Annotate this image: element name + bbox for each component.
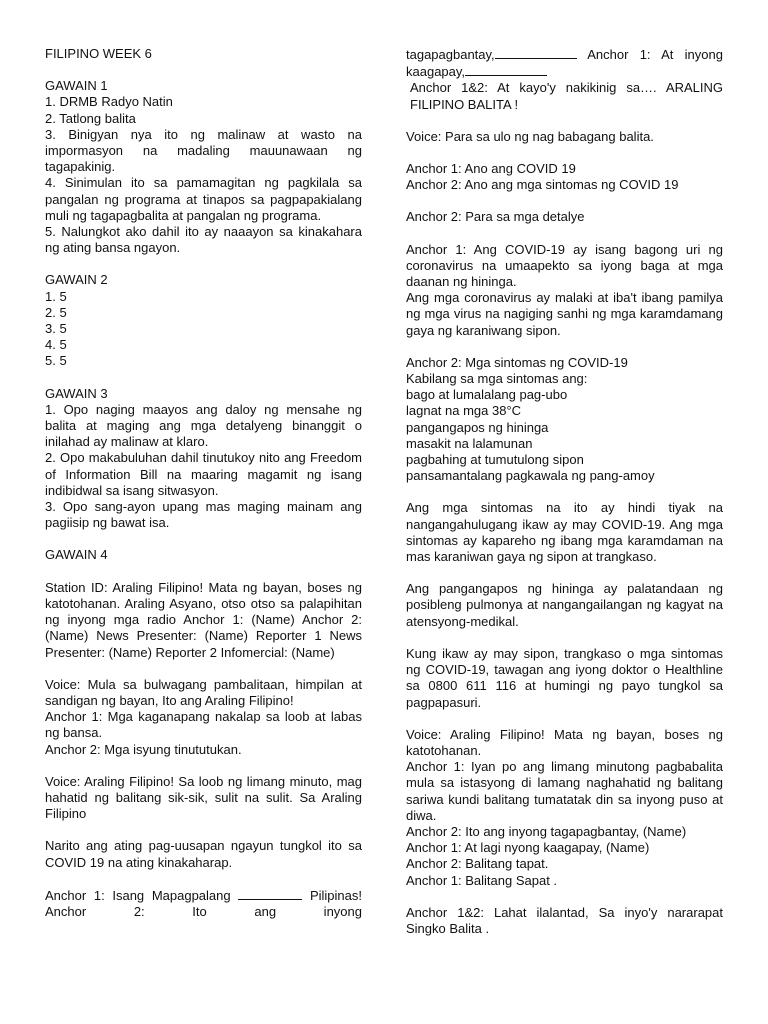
left-column — [45, 46, 362, 936]
script-line: Anchor 1: Ano ang COVID 19 — [406, 161, 576, 177]
right-column — [406, 46, 723, 953]
gawain-1-item: 4. Sinimulan ito sa pamamagitan ng pagkilala sa pangalan ng programa at tinapos sa pagpapakialang muli ng tagapagbalita at pangalan ng programa. — [45, 175, 362, 223]
script-line: Anchor 1: Mga kaganapang nakalap sa loob at labas ng bansa. — [45, 709, 362, 741]
gawain-2-item: 2. 5 — [45, 304, 67, 320]
gawain-3-section — [45, 386, 362, 532]
blank-underline — [495, 46, 577, 59]
final-line: Anchor 1&2: Lahat ilalantad, Sa inyo'y nararapat Singko Balita . — [406, 904, 723, 936]
questions-block — [406, 161, 723, 193]
gawain-2-section — [45, 272, 362, 369]
anchor-greeting-block — [45, 887, 362, 920]
gawain-1-item: 1. DRMB Radyo Natin — [45, 94, 173, 110]
voice-headline: Voice: Para sa ulo ng nag babagang balita. — [406, 128, 654, 144]
blank-underline — [465, 63, 547, 76]
details-line: Anchor 2: Para sa mga detalye — [406, 209, 585, 225]
symptoms-note-paragraph: Ang mga sintomas na ito ay hindi tiyak na nangangahulugang ikaw ay may COVID-19. Ang mga sintomas ay kapareho ng ibang mga karamdaman na mas karaniwan gaya ng sipon at trangkaso. — [406, 500, 723, 565]
symptom-line: Anchor 2: Mga sintomas ng COVID-19 — [406, 354, 628, 370]
gawain-1-item: 2. Tatlong balita — [45, 110, 136, 126]
gawain-1-heading: GAWAIN 1 — [45, 78, 108, 94]
script-line: Anchor 1: Iyan po ang limang minutong pagbabalita mula sa istasyong di lamang naghahatid ng balitang sariwa kundi balitang tumatatak din sa inyong puso at diwa. — [406, 759, 723, 823]
gawain-3-item: 2. Opo makabuluhan dahil tinutukoy nito ang Freedom of Information Bill na maaring magamit ng isang indibidwal sa isang sitwasyon. — [45, 450, 362, 498]
voice-segment-paragraph: Voice: Araling Filipino! Sa loob ng limang minuto, mag hahatid ng balitang sik-sik, sulit na sulit. Sa Araling Filipino — [45, 773, 362, 822]
anchor-greeting-text: Pilipinas! — [309, 887, 362, 903]
symptom-line: masakit na lalamunan — [406, 435, 533, 451]
voice-intro-block — [45, 677, 362, 758]
symptom-line: lagnat na mga 38°C — [406, 403, 522, 419]
symptom-line: pangangapos ng hininga — [406, 419, 549, 435]
gawain-2-heading: GAWAIN 2 — [45, 272, 108, 288]
script-line: Anchor 1: At lagi nyong kaagapay, (Name) — [406, 840, 650, 856]
gawain-4-heading: GAWAIN 4 — [45, 547, 108, 563]
gawain-2-item: 1. 5 — [45, 288, 67, 304]
script-line: Anchor 1: Ang COVID-19 ay isang bagong uri ng coronavirus na umaapekto sa iyong baga at mga daanan ng hininga. — [406, 241, 723, 290]
blank-underline — [238, 887, 302, 900]
continuation-text: tagapagbantay, — [406, 47, 495, 62]
script-line: Anchor 2: Mga isyung tinututukan. — [45, 741, 242, 757]
anchor-12-intro: Anchor 1&2: At kayo'y nakikinig sa…. ARALING FILIPINO BALITA ! — [410, 80, 723, 112]
narito-paragraph: Narito ang ating pag-uusapan ngayun tungkol ito sa COVID 19 na ating kinakaharap. — [45, 838, 362, 870]
script-line: Anchor 2: Ano ang mga sintomas ng COVID 19 — [406, 177, 679, 193]
continuation-block — [406, 46, 723, 80]
symptoms-list — [406, 355, 723, 485]
symptom-line: Kabilang sa mga sintomas ang: — [406, 371, 588, 387]
script-line: Anchor 2: Balitang tapat. — [406, 856, 549, 872]
gawain-3-heading: GAWAIN 3 — [45, 385, 108, 401]
gawain-3-item: 1. Opo naging maayos ang daloy ng mensahe ng balita at maging ang mga detalyeng binanggit o inilahad ay malinaw at klaro. — [45, 401, 362, 450]
gawain-1-section — [45, 78, 362, 256]
gawain-2-item: 5. 5 — [45, 353, 67, 369]
covid-definition-block — [406, 242, 723, 339]
symptom-line: pagbahing at tumutulong sipon — [406, 452, 584, 468]
breathing-note-paragraph: Ang pangangapos ng hininga ay palatandaan ng posibleng pulmonya at nangangailangan ng kagyat na atensyong-medikal. — [406, 581, 723, 629]
script-line: Ang mga coronavirus ay malaki at iba't ibang pamilya ng mga virus na nagiging sanhi ng mga karamdamang gaya ng karaniwang sipon. — [406, 290, 723, 338]
script-line: Anchor 2: Ito ang inyong tagapagbantay, (Name) — [406, 823, 687, 839]
continuation-text: Anchor 1: At inyong kaagapay, — [406, 47, 723, 80]
document-title: FILIPINO WEEK 6 — [45, 46, 152, 61]
gawain-1-item: 5. Nalungkot ako dahil ito ay naaayon sa kinakahara ng ating bansa ngayon. — [45, 224, 362, 256]
script-line: Anchor 1: Balitang Sapat . — [406, 872, 558, 888]
healthline-paragraph: Kung ikaw ay may sipon, trangkaso o mga sintomas ng COVID-19, tawagan ang iyong doktor o Healthline sa 0800 611 116 at humingi ng payo tungkol sa pagpapasuri. — [406, 645, 723, 710]
station-id-paragraph: Station ID: Araling Filipino! Mata ng bayan, boses ng katotohanan. Araling Asyano, otso otso sa palapihitan ng inyong mga radio Anchor 1: (Name) Anchor 2: (Name) News Presenter: (Name) Reporter 1 News Presenter: (Name) Reporter 2 Infomercial: (Name) — [45, 579, 362, 660]
script-line: Voice: Mula sa bulwagang pambalitaan, himpilan at sandigan ng bayan, Ito ang Araling Filipino! — [45, 676, 362, 708]
closing-block — [406, 727, 723, 889]
anchor-greeting-text: Anchor 1: Isang Mapagpalang — [45, 887, 231, 903]
gawain-1-item: 3. Binigyan nya ito ng malinaw at wasto na impormasyon na madaling mauunawaan ng tagapakinig. — [45, 126, 362, 175]
anchor-greeting-text: Anchor 2: Ito ang inyong — [45, 903, 362, 919]
script-line: Voice: Araling Filipino! Mata ng bayan, boses ng katotohanan. — [406, 726, 723, 758]
symptom-line: bago at lumalalang pag-ubo — [406, 387, 568, 403]
symptom-line: pansamantalang pagkawala ng pang-amoy — [406, 468, 655, 484]
gawain-2-item: 4. 5 — [45, 337, 67, 353]
gawain-3-item: 3. Opo sang-ayon upang mas maging mainam ang pagiisip ng bawat isa. — [45, 499, 362, 531]
gawain-2-item: 3. 5 — [45, 321, 67, 337]
